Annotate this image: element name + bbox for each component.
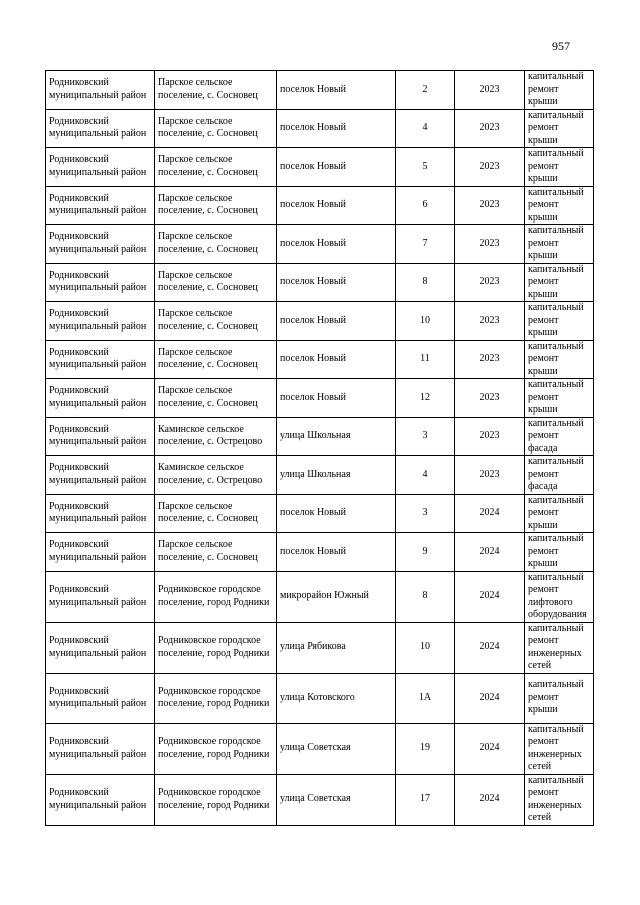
table-row	[46, 456, 594, 495]
house-number-cell: 4	[396, 456, 455, 495]
year-cell: 2024	[455, 673, 525, 723]
year-cell: 2023	[455, 340, 525, 379]
table-row	[46, 302, 594, 341]
work-type-cell: капитальный ремонт инженерных сетей	[525, 622, 594, 673]
work-type-cell: капитальный ремонт крыши	[525, 379, 594, 418]
district-cell: Родниковский муниципальный район	[46, 148, 155, 187]
table-row	[46, 673, 594, 723]
work-type-cell: капитальный ремонт лифтового оборудования	[525, 571, 594, 622]
settlement-cell: Родниковское городское поселение, город Родники	[155, 622, 277, 673]
district-cell: Родниковский муниципальный район	[46, 71, 155, 110]
house-number-cell: 6	[396, 186, 455, 225]
house-number-cell: 1А	[396, 673, 455, 723]
street-cell: поселок Новый	[277, 340, 396, 379]
table-row	[46, 774, 594, 825]
settlement-cell: Парское сельское поселение, с. Сосновец	[155, 225, 277, 264]
table-row	[46, 379, 594, 418]
year-cell: 2023	[455, 263, 525, 302]
table-row	[46, 571, 594, 622]
district-cell: Родниковский муниципальный район	[46, 533, 155, 572]
year-cell: 2023	[455, 71, 525, 110]
house-number-cell: 5	[396, 148, 455, 187]
settlement-cell: Парское сельское поселение, с. Сосновец	[155, 302, 277, 341]
district-cell: Родниковский муниципальный район	[46, 571, 155, 622]
house-number-cell: 2	[396, 71, 455, 110]
year-cell: 2024	[455, 723, 525, 774]
street-cell: поселок Новый	[277, 148, 396, 187]
table-row	[46, 622, 594, 673]
year-cell: 2024	[455, 622, 525, 673]
year-cell: 2023	[455, 302, 525, 341]
year-cell: 2023	[455, 225, 525, 264]
table-row	[46, 109, 594, 148]
work-type-cell: капитальный ремонт крыши	[525, 109, 594, 148]
year-cell: 2023	[455, 109, 525, 148]
year-cell: 2024	[455, 533, 525, 572]
district-cell: Родниковский муниципальный район	[46, 302, 155, 341]
year-cell: 2024	[455, 571, 525, 622]
district-cell: Родниковский муниципальный район	[46, 622, 155, 673]
house-number-cell: 7	[396, 225, 455, 264]
settlement-cell: Парское сельское поселение, с. Сосновец	[155, 148, 277, 187]
district-cell: Родниковский муниципальный район	[46, 456, 155, 495]
year-cell: 2023	[455, 379, 525, 418]
work-type-cell: капитальный ремонт крыши	[525, 148, 594, 187]
street-cell: улица Школьная	[277, 417, 396, 456]
work-type-cell: капитальный ремонт крыши	[525, 225, 594, 264]
table-row	[46, 417, 594, 456]
street-cell: микрорайон Южный	[277, 571, 396, 622]
district-cell: Родниковский муниципальный район	[46, 186, 155, 225]
work-type-cell: капитальный ремонт фасада	[525, 456, 594, 495]
work-type-cell: капитальный ремонт крыши	[525, 71, 594, 110]
year-cell: 2024	[455, 774, 525, 825]
work-type-cell: капитальный ремонт крыши	[525, 263, 594, 302]
house-number-cell: 17	[396, 774, 455, 825]
street-cell: улица Советская	[277, 774, 396, 825]
work-type-cell: капитальный ремонт инженерных сетей	[525, 723, 594, 774]
house-number-cell: 3	[396, 417, 455, 456]
year-cell: 2023	[455, 417, 525, 456]
work-type-cell: капитальный ремонт крыши	[525, 186, 594, 225]
table-row	[46, 186, 594, 225]
district-cell: Родниковский муниципальный район	[46, 109, 155, 148]
housing-repair-table	[45, 70, 594, 826]
district-cell: Родниковский муниципальный район	[46, 723, 155, 774]
page-number: 957	[552, 39, 570, 53]
house-number-cell: 10	[396, 302, 455, 341]
table-row	[46, 340, 594, 379]
street-cell: поселок Новый	[277, 225, 396, 264]
year-cell: 2023	[455, 456, 525, 495]
street-cell: поселок Новый	[277, 186, 396, 225]
house-number-cell: 8	[396, 571, 455, 622]
street-cell: улица Школьная	[277, 456, 396, 495]
house-number-cell: 19	[396, 723, 455, 774]
table-row	[46, 723, 594, 774]
street-cell: поселок Новый	[277, 379, 396, 418]
district-cell: Родниковский муниципальный район	[46, 340, 155, 379]
table-row	[46, 533, 594, 572]
house-number-cell: 10	[396, 622, 455, 673]
house-number-cell: 8	[396, 263, 455, 302]
table-body	[46, 71, 594, 826]
district-cell: Родниковский муниципальный район	[46, 673, 155, 723]
year-cell: 2024	[455, 494, 525, 533]
work-type-cell: капитальный ремонт фасада	[525, 417, 594, 456]
street-cell: улица Котовского	[277, 673, 396, 723]
settlement-cell: Парское сельское поселение, с. Сосновец	[155, 263, 277, 302]
year-cell: 2023	[455, 186, 525, 225]
settlement-cell: Родниковское городское поселение, город Родники	[155, 571, 277, 622]
district-cell: Родниковский муниципальный район	[46, 263, 155, 302]
settlement-cell: Парское сельское поселение, с. Сосновец	[155, 71, 277, 110]
district-cell: Родниковский муниципальный район	[46, 494, 155, 533]
house-number-cell: 12	[396, 379, 455, 418]
street-cell: улица Рябикова	[277, 622, 396, 673]
settlement-cell: Парское сельское поселение, с. Сосновец	[155, 186, 277, 225]
settlement-cell: Парское сельское поселение, с. Сосновец	[155, 533, 277, 572]
settlement-cell: Парское сельское поселение, с. Сосновец	[155, 379, 277, 418]
street-cell: поселок Новый	[277, 302, 396, 341]
table-row	[46, 71, 594, 110]
house-number-cell: 3	[396, 494, 455, 533]
table-row	[46, 494, 594, 533]
house-number-cell: 9	[396, 533, 455, 572]
district-cell: Родниковский муниципальный район	[46, 417, 155, 456]
settlement-cell: Каминское сельское поселение, с. Острецово	[155, 417, 277, 456]
work-type-cell: капитальный ремонт крыши	[525, 494, 594, 533]
street-cell: поселок Новый	[277, 263, 396, 302]
work-type-cell: капитальный ремонт крыши	[525, 340, 594, 379]
table-row	[46, 263, 594, 302]
street-cell: улица Советская	[277, 723, 396, 774]
street-cell: поселок Новый	[277, 533, 396, 572]
table-row	[46, 148, 594, 187]
work-type-cell: капитальный ремонт крыши	[525, 673, 594, 723]
house-number-cell: 4	[396, 109, 455, 148]
table-row	[46, 225, 594, 264]
street-cell: поселок Новый	[277, 494, 396, 533]
settlement-cell: Каминское сельское поселение, с. Острецово	[155, 456, 277, 495]
street-cell: поселок Новый	[277, 109, 396, 148]
house-number-cell: 11	[396, 340, 455, 379]
settlement-cell: Парское сельское поселение, с. Сосновец	[155, 494, 277, 533]
settlement-cell: Парское сельское поселение, с. Сосновец	[155, 340, 277, 379]
settlement-cell: Родниковское городское поселение, город Родники	[155, 774, 277, 825]
work-type-cell: капитальный ремонт крыши	[525, 302, 594, 341]
settlement-cell: Родниковское городское поселение, город Родники	[155, 723, 277, 774]
settlement-cell: Родниковское городское поселение, город Родники	[155, 673, 277, 723]
district-cell: Родниковский муниципальный район	[46, 774, 155, 825]
work-type-cell: капитальный ремонт крыши	[525, 533, 594, 572]
settlement-cell: Парское сельское поселение, с. Сосновец	[155, 109, 277, 148]
district-cell: Родниковский муниципальный район	[46, 225, 155, 264]
street-cell: поселок Новый	[277, 71, 396, 110]
district-cell: Родниковский муниципальный район	[46, 379, 155, 418]
year-cell: 2023	[455, 148, 525, 187]
work-type-cell: капитальный ремонт инженерных сетей	[525, 774, 594, 825]
